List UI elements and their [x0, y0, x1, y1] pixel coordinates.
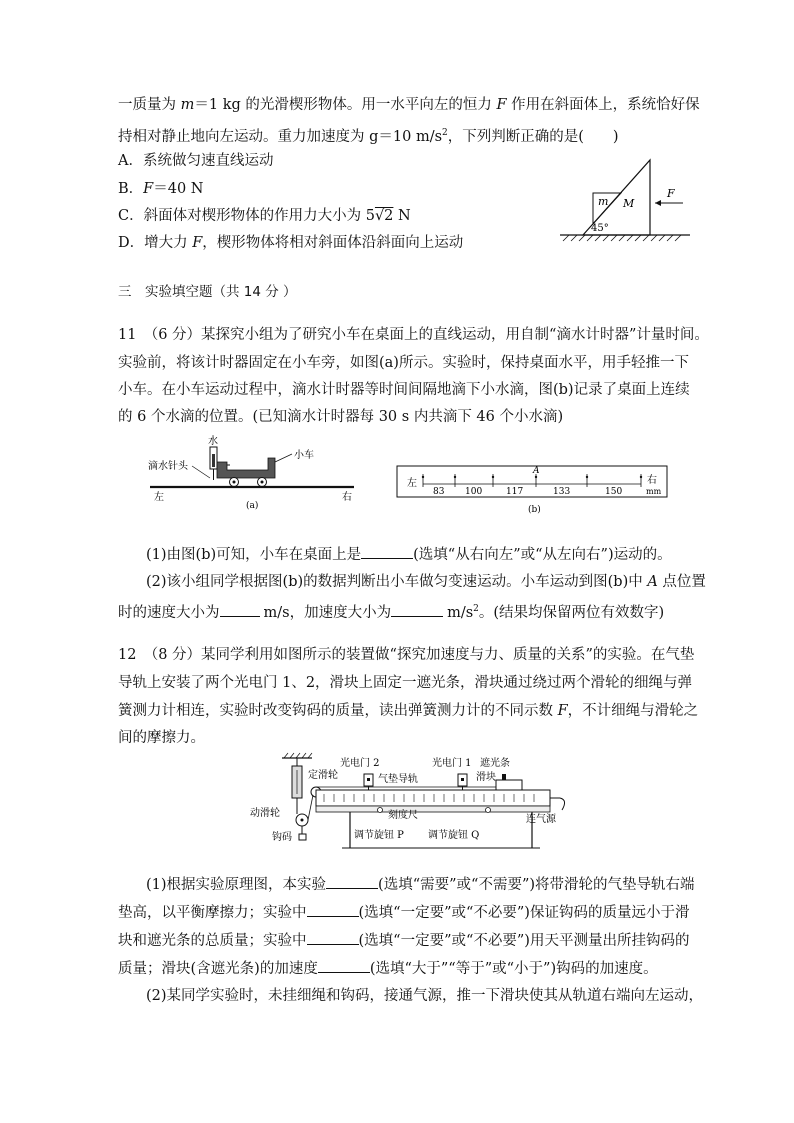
q12-line-2: 导轨上安装了两个光电门 1、2，滑块上固定一遮光条，滑块通过绕过两个滑轮的细绳与弹	[118, 675, 693, 691]
knob-p	[378, 808, 383, 813]
q12-line-1: 12 （8 分）某同学利用如图所示的装置做“探究加速度与力、质量的关系”的实验。在气垫	[118, 647, 695, 663]
fixed-pulley-label: 定滑轮	[308, 770, 338, 781]
q10-option-c: C．斜面体对楔形物体的作用力大小为 5√2 N	[118, 208, 411, 224]
force-label: F	[667, 187, 675, 200]
q10-option-b: B．F＝40 N	[118, 181, 204, 197]
ruler-label: 刻度尺	[388, 810, 418, 821]
point-a-label: A	[533, 466, 540, 476]
distance-5: 150	[605, 487, 623, 497]
q10-wedge-figure	[555, 155, 695, 245]
track-label: 气垫导轨	[378, 774, 418, 785]
q11-figure-a	[142, 432, 362, 514]
right-label: 右	[342, 492, 352, 503]
gate-1-label: 光电门 1	[432, 758, 472, 769]
weight-label: 钩码	[272, 832, 292, 843]
distance-2: 100	[465, 487, 483, 497]
wedge-mass-label: m	[598, 195, 609, 208]
air-label: 连气源	[526, 814, 556, 825]
slider-block	[496, 780, 522, 790]
distance-1: 83	[433, 487, 445, 497]
strip-unit-label: mm	[646, 487, 662, 496]
q11-line-3: 小车。在小车运动过程中，滴水计时器等时间间隔地滴下小水滴，图(b)记录了桌面上连续	[118, 382, 690, 398]
gate-2-label: 光电门 2	[340, 758, 380, 769]
knob-q	[486, 808, 491, 813]
knob-p-label: 调节旋钮 P	[354, 830, 404, 841]
q12-line-4: 间的摩擦力。	[118, 730, 205, 746]
q12-sub-2: (2)某同学实验时，未挂细绳和钩码，接通气源，推一下滑块使其从轨道右端向左运动，	[146, 988, 704, 1004]
q10-line-2: 持相对静止地向左运动。重力加速度为 g＝10 $m/s^2$，下列判断正确的是( )	[118, 128, 619, 145]
distance-4: 133	[553, 487, 571, 497]
moving-pulley-label: 动滑轮	[250, 808, 280, 819]
air-track	[316, 790, 550, 806]
shade-strip	[502, 774, 506, 780]
distance-3: 117	[506, 487, 524, 497]
q11-figure-b	[395, 462, 675, 517]
q12-apparatus-figure	[250, 752, 590, 852]
q12-sub-1-line-3: 块和遮光条的总质量；实验中 (选填“一定要”或“不必要”)用天平测量出所挂钩码的	[118, 930, 689, 951]
knob-q-label: 调节旋钮 Q	[428, 830, 480, 841]
caption-b: (b)	[528, 505, 541, 515]
incline-mass-label: M	[623, 197, 635, 210]
cart-body	[217, 458, 275, 478]
q10-option-a: A．系统做匀速直线运动	[118, 153, 274, 169]
ruler	[316, 806, 550, 812]
q11-line-2: 实验前，将该计时器固定在小车旁，如图(a)所示。实验时，保持桌面水平，用手轻推一下	[118, 355, 689, 371]
q12-sub-1-line-4: 质量；滑块(含遮光条)的加速度 (选填“大于”“等于”或“小于”)钩码的加速度。	[118, 958, 658, 979]
q12-line-3: 簧测力计相连，实验时改变钩码的质量，读出弹簧测力计的不同示数 F，不计细绳与滑轮之	[118, 703, 699, 719]
q12-sub-1-line-2: 垫高，以平衡摩擦力；实验中 (选填“一定要”或“不必要”)保证钩码的质量远小于滑	[118, 902, 689, 923]
q10-option-d: D．增大力 F，楔形物体将相对斜面体沿斜面向上运动	[118, 235, 464, 251]
q11-sub-2-cont: 时的速度大小为 m/s，加速度大小为 $m/s^2$。(结果均保留两位有效数字)	[118, 599, 664, 623]
q10-line-1: 一质量为 m＝1 kg 的光滑楔形物体。用一水平向左的恒力 F 作用在斜面体上，系统恰好保	[118, 97, 700, 113]
angle-label: 45°	[591, 223, 609, 234]
water-label: 水	[208, 436, 218, 447]
left-label: 左	[154, 492, 164, 503]
q11-line-1: 11 （6 分）某探究小组为了研究小车在桌面上的直线运动，用自制“滴水计时器”计量时间。	[118, 327, 709, 343]
q11-line-4: 的 6 个水滴的位置。(已知滴水计时器每 30 s 内共滴下 46 个小水滴)	[118, 409, 564, 425]
shade-label: 遮光条	[480, 758, 510, 769]
cart-label: 小车	[294, 450, 314, 461]
caption-a: (a)	[246, 501, 259, 511]
strip-left-label: 左	[407, 478, 417, 489]
q12-sub-1: (1)根据实验原理图，本实验 (选填“需要”或“不需要”)将带滑轮的气垫导轨右端	[146, 874, 695, 895]
q11-sub-2: (2)该小组同学根据图(b)的数据判断出小车做匀变速运动。小车运动到图(b)中 A 点位置	[146, 574, 706, 590]
section-heading: 三 实验填空题（共 14 分 ）	[118, 284, 297, 300]
slider-label: 滑块	[476, 772, 496, 783]
q11-sub-1: (1)由图(b)可知，小车在桌面上是 (选填“从右向左”或“从左向右”)运动的。	[146, 544, 672, 565]
strip-right-label: 右	[647, 475, 657, 486]
hook-weight	[299, 834, 306, 840]
needle-label: 滴水针头	[148, 461, 188, 472]
